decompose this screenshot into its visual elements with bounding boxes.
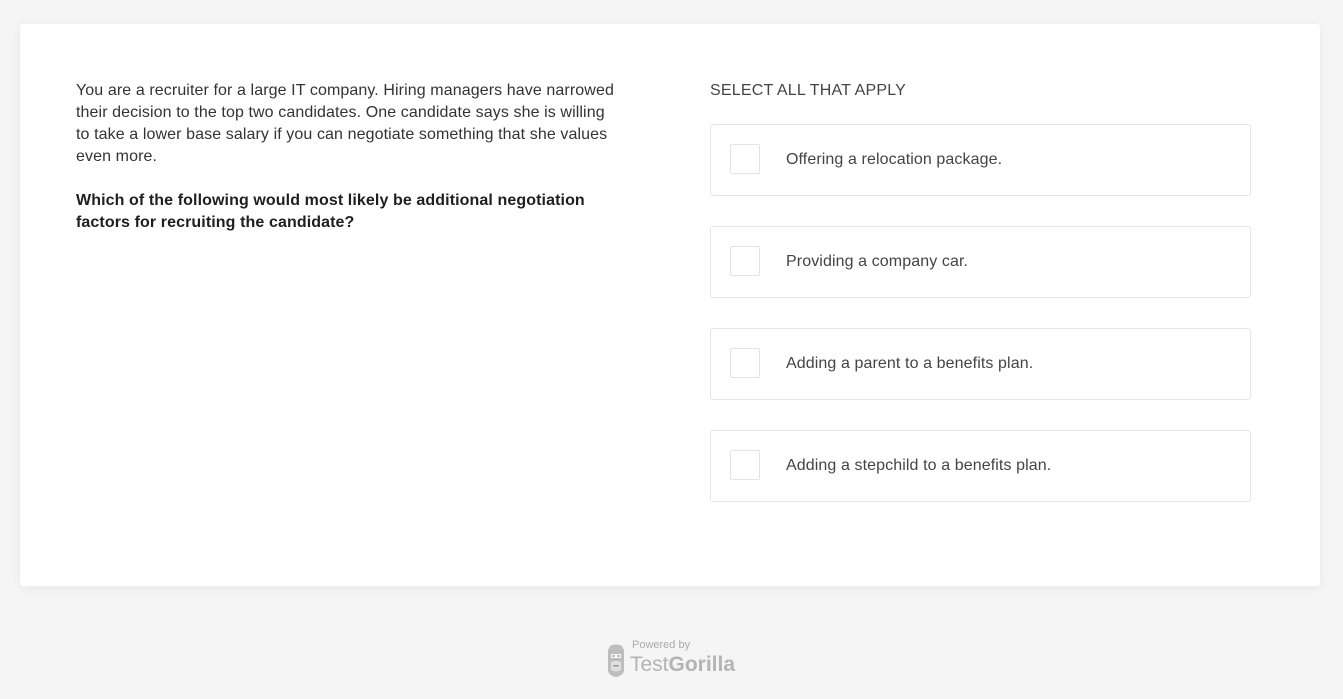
answer-checkbox[interactable] — [730, 144, 760, 174]
answer-option-stepchild-benefits[interactable] — [710, 430, 1251, 502]
answer-option-relocation[interactable] — [710, 124, 1251, 196]
answer-option-label: Adding a stepchild to a benefits plan. — [786, 457, 1052, 474]
answer-option-company-car[interactable] — [710, 226, 1251, 298]
answers-panel — [710, 80, 1251, 532]
brand-light-text: Test — [630, 653, 669, 676]
answer-checkbox[interactable] — [730, 246, 760, 276]
gorilla-icon — [606, 644, 626, 680]
answer-option-label: Providing a company car. — [786, 253, 969, 270]
answer-option-parent-benefits[interactable] — [710, 328, 1251, 400]
select-all-instruction: SELECT ALL THAT APPLY — [710, 82, 907, 99]
brand-bold-text: Gorilla — [668, 653, 736, 676]
question-context: You are a recruiter for a large IT company. Hiring managers have narrowed their decision to the top two candidates. One candidate says she is willing to take a lower base salary if you can negotiate something that she values even more. — [76, 82, 614, 165]
brand-logotype — [630, 652, 735, 678]
question-card — [20, 24, 1320, 586]
answer-option-label: Offering a relocation package. — [786, 151, 1003, 168]
powered-by-text: Powered by — [632, 639, 691, 651]
powered-by-footer[interactable] — [606, 639, 746, 683]
answer-checkbox[interactable] — [730, 450, 760, 480]
question-panel — [76, 80, 616, 234]
answer-option-label: Adding a parent to a benefits plan. — [786, 355, 1034, 372]
answer-checkbox[interactable] — [730, 348, 760, 378]
question-prompt: Which of the following would most likely be additional negotiation factors for recruiting the candidate? — [76, 192, 585, 231]
